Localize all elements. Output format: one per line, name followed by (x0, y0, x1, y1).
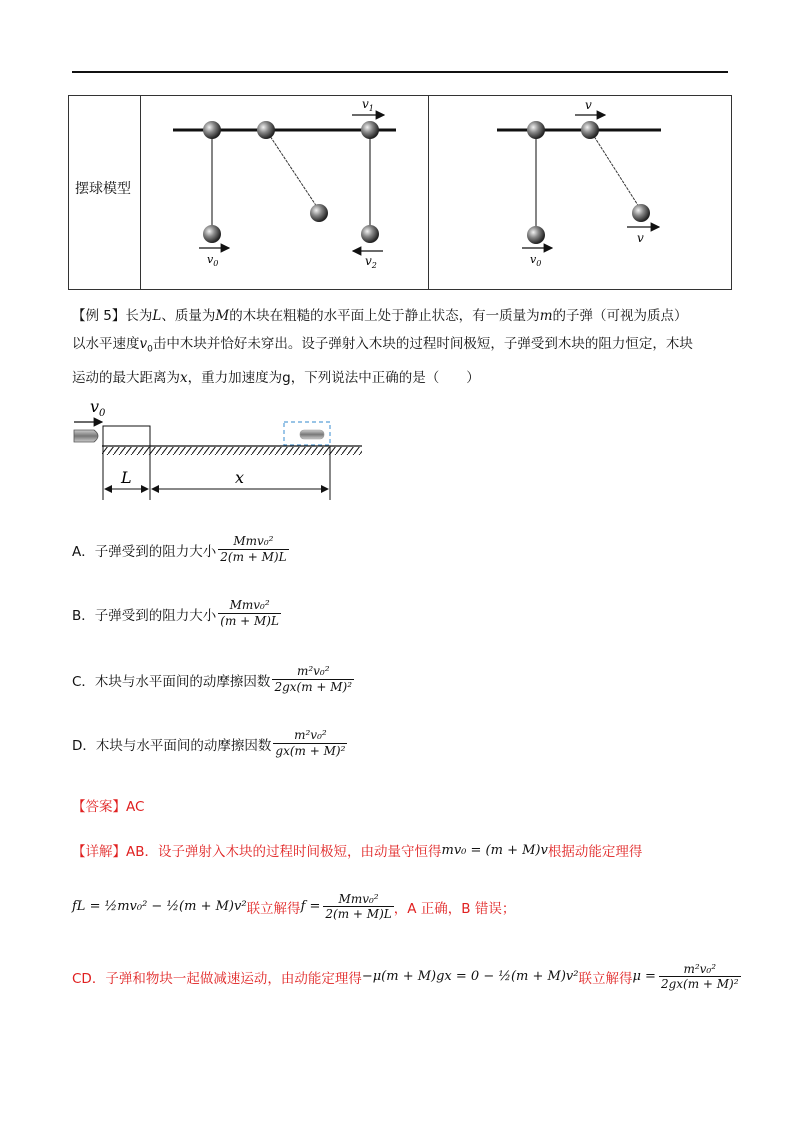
figure-v0-label: $v_0$ (90, 398, 106, 419)
ball-bottom-3 (361, 225, 379, 243)
ball-top-3 (361, 121, 379, 139)
option-b[interactable] (72, 598, 281, 629)
detail-line-3: CD．子弹和物块一起做减速运动，由动能定理得 −μ(m + M)gx = 0 − ½(m + M)v² 联立解得 μ = $\frac{\text{m²v₀²}}{\text{2gx(m + M)²}}$ (72, 962, 739, 991)
ball-top-1 (203, 121, 221, 139)
pendulum-model-table (68, 95, 732, 290)
header-rule (72, 71, 728, 73)
figure-x-label: x (235, 468, 245, 487)
ball-swing (310, 204, 328, 222)
ball-bottom-1 (203, 225, 221, 243)
pendulum-diagram-right (429, 96, 731, 291)
ball-top-2 (257, 121, 275, 139)
pendulum-diagram-left (141, 96, 429, 291)
figure-L-label: L (121, 468, 132, 487)
option-d[interactable] (72, 728, 347, 759)
option-a[interactable] (72, 534, 289, 565)
label-v2: $v_2$ (365, 254, 377, 270)
string-right-2 (590, 130, 641, 210)
string-2 (266, 130, 319, 210)
friction-energy-equation: −μ(m + M)gx = 0 − ½(m + M)v² (361, 969, 579, 984)
option-d-formula: $\frac{\text{m²v₀²}}{\text{gx(m + M)²}}$ (275, 728, 346, 758)
label-v0-right: $v_0$ (530, 253, 542, 268)
label-v-right: v (637, 231, 644, 245)
option-b-formula: $\frac{\text{Mmv₀²}}{(m + M)L}$ (220, 598, 279, 628)
label-v1: $v_1$ (362, 97, 374, 113)
question-line-2: 以水平速度$v_0$击中木块并恰好未穿出。设子弹射入木块的过程时间极短，子弹受到木块的阻力恒定，木块 (72, 336, 693, 355)
detail-line-1: 【详解】AB．设子弹射入木块的过程时间极短，由动量守恒得 mv₀ = (m + M)v 根据动能定理得 (72, 842, 643, 860)
pendulum-diagram-left-cell (141, 96, 429, 289)
row-label: 摆球模型 (75, 181, 131, 197)
detail-line-2: fL = ½mv₀² − ½(m + M)v² 联立解得 f = Mmv₀² 2(m + M)L ，A 正确，B 错误； (72, 892, 516, 921)
friction-coefficient-formula: $\frac{\text{m²v₀²}}{\text{2gx(m + M)²}}$ (660, 962, 739, 991)
option-a-text: A．子弹受到的阻力大小 (72, 543, 217, 560)
ball-right-top-1 (527, 121, 545, 139)
question-line-1: 【例 5】长为L、质量为M的木块在粗糙的水平面上处于静止状态，有一质量为m的子弹（可视为质点） (72, 308, 688, 324)
bullet-icon (74, 430, 98, 442)
label-v0-left: $v_0$ (207, 253, 219, 268)
answer: 【答案】AC (72, 799, 145, 815)
bullet-embedded-icon (300, 430, 324, 439)
label-v-top: v (585, 98, 592, 112)
table-label-cell (69, 96, 141, 289)
bullet-block-figure (72, 398, 372, 506)
resistance-formula: Mmv₀² 2(m + M)L (325, 892, 392, 921)
question-line-3: 运动的最大距离为x，重力加速度为g，下列说法中正确的是（ ） (72, 369, 480, 386)
option-c-text: C．木块与水平面间的动摩擦因数 (72, 673, 271, 690)
ball-right-bottom (527, 226, 545, 244)
option-c[interactable] (72, 664, 354, 695)
option-a-formula: $\frac{\text{Mmv₀²}}{2(m + M)L}$ (220, 534, 287, 564)
energy-equation: fL = ½mv₀² − ½(m + M)v² (72, 899, 247, 914)
option-c-formula: $\frac{\text{m²v₀²}}{\text{2gx(m + M)²}}$ (274, 664, 353, 694)
question-text (72, 302, 732, 392)
option-b-text: B．子弹受到的阻力大小 (72, 607, 217, 624)
ground-hatch (102, 447, 362, 455)
momentum-equation: mv₀ = (m + M)v (441, 842, 548, 858)
ball-right-swing (632, 204, 650, 222)
wood-block (103, 426, 150, 446)
option-d-text: D．木块与水平面间的动摩擦因数 (72, 737, 272, 754)
ball-right-top-2 (581, 121, 599, 139)
pendulum-diagram-right-cell (429, 96, 731, 289)
